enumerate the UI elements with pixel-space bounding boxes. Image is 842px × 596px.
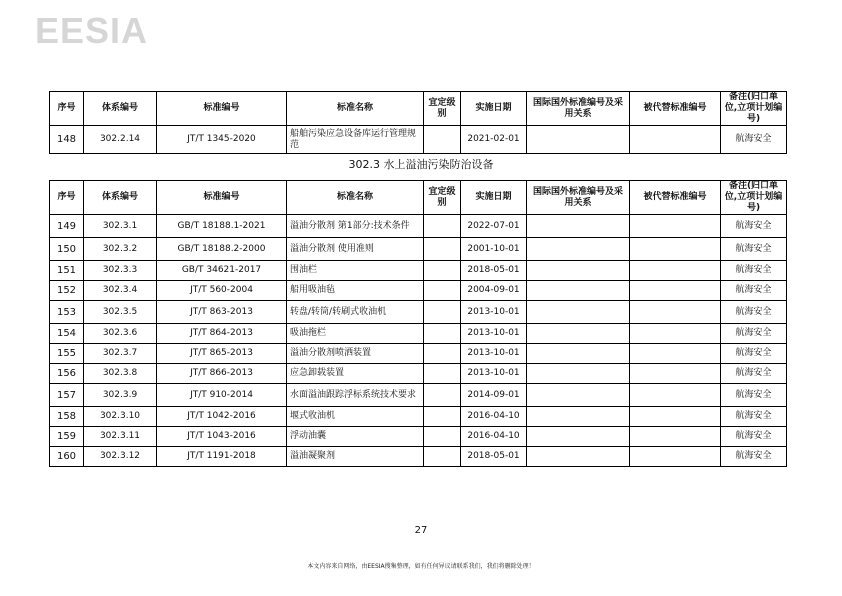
effective-date-cell: 2021-02-01 [461, 126, 527, 154]
table-row [50, 301, 787, 324]
level-cell [424, 215, 461, 238]
replaced-standard-cell [630, 384, 721, 407]
header-international-standard: 国际国外标准编号及采用关系 [527, 92, 630, 126]
replaced-standard-cell [630, 344, 721, 364]
system-code-cell: 302.3.8 [84, 364, 157, 384]
header-international-standard: 国际国外标准编号及采用关系 [527, 181, 630, 215]
system-code-cell: 302.3.2 [84, 238, 157, 261]
standard-name-cell: 水面溢油跟踪浮标系统技术要求 [287, 384, 424, 407]
standard-code-cell: JT/T 560-2004 [157, 281, 287, 301]
system-code-cell: 302.3.12 [84, 447, 157, 467]
international-standard-cell [527, 301, 630, 324]
remark-cell: 航海安全 [721, 126, 787, 154]
header-remark: 备注(归口单位,立项计划编号) [721, 181, 787, 215]
remark-cell: 航海安全 [721, 427, 787, 447]
effective-date-cell: 2013-10-01 [461, 344, 527, 364]
standard-code-cell: JT/T 1043-2016 [157, 427, 287, 447]
standards-table-1 [49, 91, 787, 154]
row-number-cell: 149 [50, 215, 84, 238]
standard-name-cell: 溢油分散剂 使用准则 [287, 238, 424, 261]
international-standard-cell [527, 384, 630, 407]
standard-code-cell: JT/T 864-2013 [157, 324, 287, 344]
level-cell [424, 238, 461, 261]
table-row [50, 427, 787, 447]
header-row-number: 序号 [50, 92, 84, 126]
level-cell [424, 407, 461, 427]
remark-cell: 航海安全 [721, 261, 787, 281]
row-number-cell: 157 [50, 384, 84, 407]
international-standard-cell [527, 215, 630, 238]
row-number-cell: 156 [50, 364, 84, 384]
standard-name-cell: 船舶污染应急设备库运行管理规范 [287, 126, 424, 154]
header-system-code: 体系编号 [84, 181, 157, 215]
standard-name-cell: 船用吸油毡 [287, 281, 424, 301]
replaced-standard-cell [630, 364, 721, 384]
header-effective-date: 实施日期 [461, 92, 527, 126]
international-standard-cell [527, 324, 630, 344]
header-standard-name: 标准名称 [287, 181, 424, 215]
table-header-row [50, 92, 787, 126]
header-row-number: 序号 [50, 181, 84, 215]
standard-code-cell: GB/T 18188.2-2000 [157, 238, 287, 261]
remark-cell: 航海安全 [721, 407, 787, 427]
effective-date-cell: 2013-10-01 [461, 324, 527, 344]
replaced-standard-cell [630, 261, 721, 281]
header-standard-name: 标准名称 [287, 92, 424, 126]
row-number-cell: 159 [50, 427, 84, 447]
international-standard-cell [527, 126, 630, 154]
replaced-standard-cell [630, 427, 721, 447]
standard-code-cell: JT/T 910-2014 [157, 384, 287, 407]
international-standard-cell [527, 238, 630, 261]
standard-code-cell: JT/T 1345-2020 [157, 126, 287, 154]
system-code-cell: 302.3.5 [84, 301, 157, 324]
table-row [50, 364, 787, 384]
header-system-code: 体系编号 [84, 92, 157, 126]
standard-code-cell: JT/T 1191-2018 [157, 447, 287, 467]
effective-date-cell: 2013-10-01 [461, 364, 527, 384]
remark-cell: 航海安全 [721, 384, 787, 407]
standard-name-cell: 溢油分散剂喷洒装置 [287, 344, 424, 364]
level-cell [424, 261, 461, 281]
table-row [50, 384, 787, 407]
footer-note: 本文内容来自网络，由EESIA搜集整理，如有任何异议请联系我们，我们将删除处理！ [307, 563, 535, 570]
replaced-standard-cell [630, 238, 721, 261]
system-code-cell: 302.3.6 [84, 324, 157, 344]
international-standard-cell [527, 344, 630, 364]
replaced-standard-cell [630, 407, 721, 427]
replaced-standard-cell [630, 301, 721, 324]
row-number-cell: 152 [50, 281, 84, 301]
row-number-cell: 153 [50, 301, 84, 324]
standard-name-cell: 转盘/转筒/转刷式收油机 [287, 301, 424, 324]
international-standard-cell [527, 407, 630, 427]
system-code-cell: 302.3.10 [84, 407, 157, 427]
table-header-row [50, 181, 787, 215]
standard-code-cell: JT/T 865-2013 [157, 344, 287, 364]
effective-date-cell: 2018-05-01 [461, 447, 527, 467]
level-cell [424, 427, 461, 447]
row-number-cell: 150 [50, 238, 84, 261]
header-standard-code: 标准编号 [157, 92, 287, 126]
level-cell [424, 364, 461, 384]
international-standard-cell [527, 281, 630, 301]
header-replaced-standard: 被代替标准编号 [630, 92, 721, 126]
effective-date-cell: 2001-10-01 [461, 238, 527, 261]
replaced-standard-cell [630, 447, 721, 467]
replaced-standard-cell [630, 215, 721, 238]
system-code-cell: 302.3.9 [84, 384, 157, 407]
standards-table-2 [49, 180, 787, 467]
row-number-cell: 148 [50, 126, 84, 154]
table-row [50, 126, 787, 154]
remark-cell: 航海安全 [721, 301, 787, 324]
table-row [50, 324, 787, 344]
level-cell [424, 324, 461, 344]
effective-date-cell: 2016-04-10 [461, 427, 527, 447]
remark-cell: 航海安全 [721, 215, 787, 238]
table-row [50, 215, 787, 238]
level-cell [424, 344, 461, 364]
level-cell [424, 384, 461, 407]
replaced-standard-cell [630, 281, 721, 301]
table-row [50, 238, 787, 261]
table-row [50, 344, 787, 364]
effective-date-cell: 2014-09-01 [461, 384, 527, 407]
table-row [50, 281, 787, 301]
system-code-cell: 302.3.11 [84, 427, 157, 447]
effective-date-cell: 2013-10-01 [461, 301, 527, 324]
international-standard-cell [527, 261, 630, 281]
standard-code-cell: GB/T 34621-2017 [157, 261, 287, 281]
effective-date-cell: 2004-09-01 [461, 281, 527, 301]
standard-name-cell: 溢油凝聚剂 [287, 447, 424, 467]
remark-cell: 航海安全 [721, 344, 787, 364]
eesia-logo: EESIA [35, 10, 149, 51]
header-level: 宜定级别 [424, 92, 461, 126]
standard-code-cell: JT/T 866-2013 [157, 364, 287, 384]
standard-name-cell: 堰式收油机 [287, 407, 424, 427]
international-standard-cell [527, 427, 630, 447]
row-number-cell: 154 [50, 324, 84, 344]
level-cell [424, 281, 461, 301]
row-number-cell: 155 [50, 344, 84, 364]
table-row [50, 407, 787, 427]
header-effective-date: 实施日期 [461, 181, 527, 215]
standard-name-cell: 溢油分散剂 第1部分:技术条件 [287, 215, 424, 238]
standard-name-cell: 吸油拖栏 [287, 324, 424, 344]
standard-code-cell: GB/T 18188.1-2021 [157, 215, 287, 238]
standard-name-cell: 浮动油囊 [287, 427, 424, 447]
level-cell [424, 126, 461, 154]
standard-code-cell: JT/T 1042-2016 [157, 407, 287, 427]
header-remark: 备注(归口单位,立项计划编号) [721, 92, 787, 126]
replaced-standard-cell [630, 324, 721, 344]
remark-cell: 航海安全 [721, 324, 787, 344]
row-number-cell: 151 [50, 261, 84, 281]
remark-cell: 航海安全 [721, 281, 787, 301]
table-row [50, 447, 787, 467]
remark-cell: 航海安全 [721, 364, 787, 384]
replaced-standard-cell [630, 126, 721, 154]
level-cell [424, 301, 461, 324]
effective-date-cell: 2022-07-01 [461, 215, 527, 238]
international-standard-cell [527, 364, 630, 384]
standard-name-cell: 围油栏 [287, 261, 424, 281]
header-level: 宜定级别 [424, 181, 461, 215]
remark-cell: 航海安全 [721, 447, 787, 467]
page-number: 27 [414, 525, 428, 536]
header-replaced-standard: 被代替标准编号 [630, 181, 721, 215]
standard-code-cell: JT/T 863-2013 [157, 301, 287, 324]
table-row [50, 261, 787, 281]
effective-date-cell: 2016-04-10 [461, 407, 527, 427]
effective-date-cell: 2018-05-01 [461, 261, 527, 281]
standard-name-cell: 应急卸载装置 [287, 364, 424, 384]
system-code-cell: 302.2.14 [84, 126, 157, 154]
system-code-cell: 302.3.1 [84, 215, 157, 238]
international-standard-cell [527, 447, 630, 467]
header-standard-code: 标准编号 [157, 181, 287, 215]
remark-cell: 航海安全 [721, 238, 787, 261]
level-cell [424, 447, 461, 467]
row-number-cell: 158 [50, 407, 84, 427]
system-code-cell: 302.3.3 [84, 261, 157, 281]
system-code-cell: 302.3.7 [84, 344, 157, 364]
row-number-cell: 160 [50, 447, 84, 467]
section-title: 302.3 水上溢油污染防治设备 [348, 158, 494, 171]
system-code-cell: 302.3.4 [84, 281, 157, 301]
